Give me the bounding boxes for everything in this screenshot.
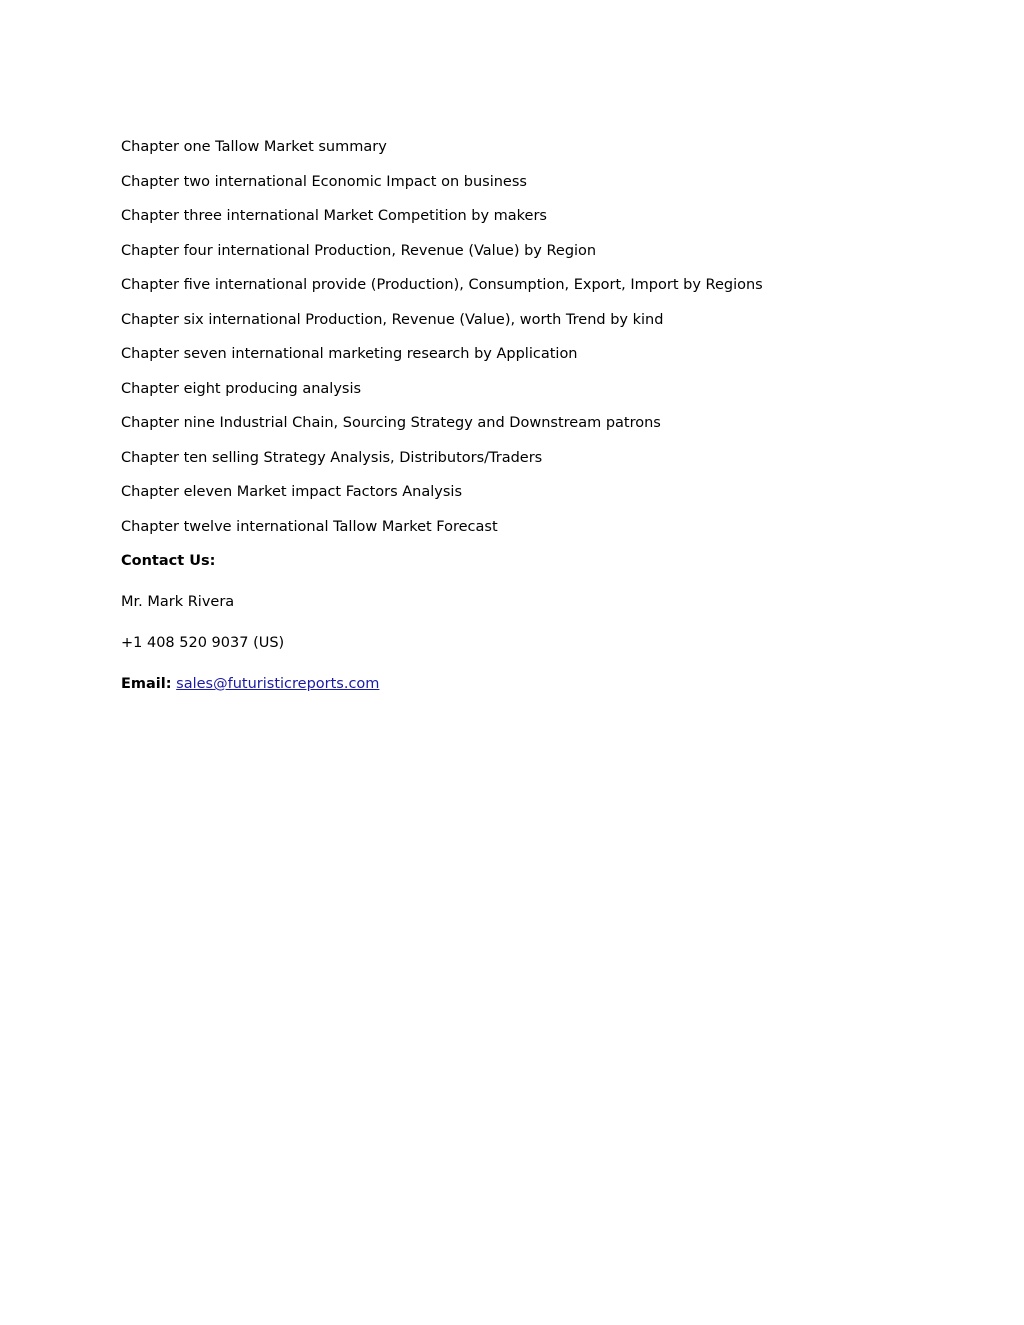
chapter-item: Chapter nine Industrial Chain, Sourcing Strategy and Downstream patrons: [121, 415, 661, 431]
page-content: [121, 137, 981, 694]
chapter-item: Chapter eleven Market impact Factors Analysis: [121, 484, 463, 500]
chapter-item: Chapter three international Market Competition by makers: [121, 208, 547, 224]
chapter-item: Chapter ten selling Strategy Analysis, Distributors/Traders: [121, 449, 543, 466]
chapter-item: Chapter five international provide (Production), Consumption, Export, Import by Regions: [121, 277, 763, 293]
contact-phone: +1 408 520 9037 (US): [121, 635, 285, 651]
chapter-item: Chapter six international Production, Revenue (Value), worth Trend by kind: [121, 311, 664, 328]
contact-heading: Contact Us:: [121, 553, 216, 569]
email-link[interactable]: sales@futuristicreports.com: [176, 676, 380, 692]
chapter-list: [121, 137, 981, 537]
chapter-item: Chapter one Tallow Market summary: [121, 139, 387, 155]
contact-name: Mr. Mark Rivera: [121, 594, 235, 610]
chapter-item: Chapter seven international marketing research by Application: [121, 346, 578, 362]
chapter-item: Chapter two international Economic Impact on business: [121, 173, 527, 190]
chapter-item: Chapter four international Production, Revenue (Value) by Region: [121, 242, 597, 259]
chapter-item: Chapter twelve international Tallow Market Forecast: [121, 518, 498, 535]
chapter-item: Chapter eight producing analysis: [121, 380, 362, 397]
contact-email-row: [121, 674, 981, 694]
email-label: Email:: [121, 676, 172, 692]
